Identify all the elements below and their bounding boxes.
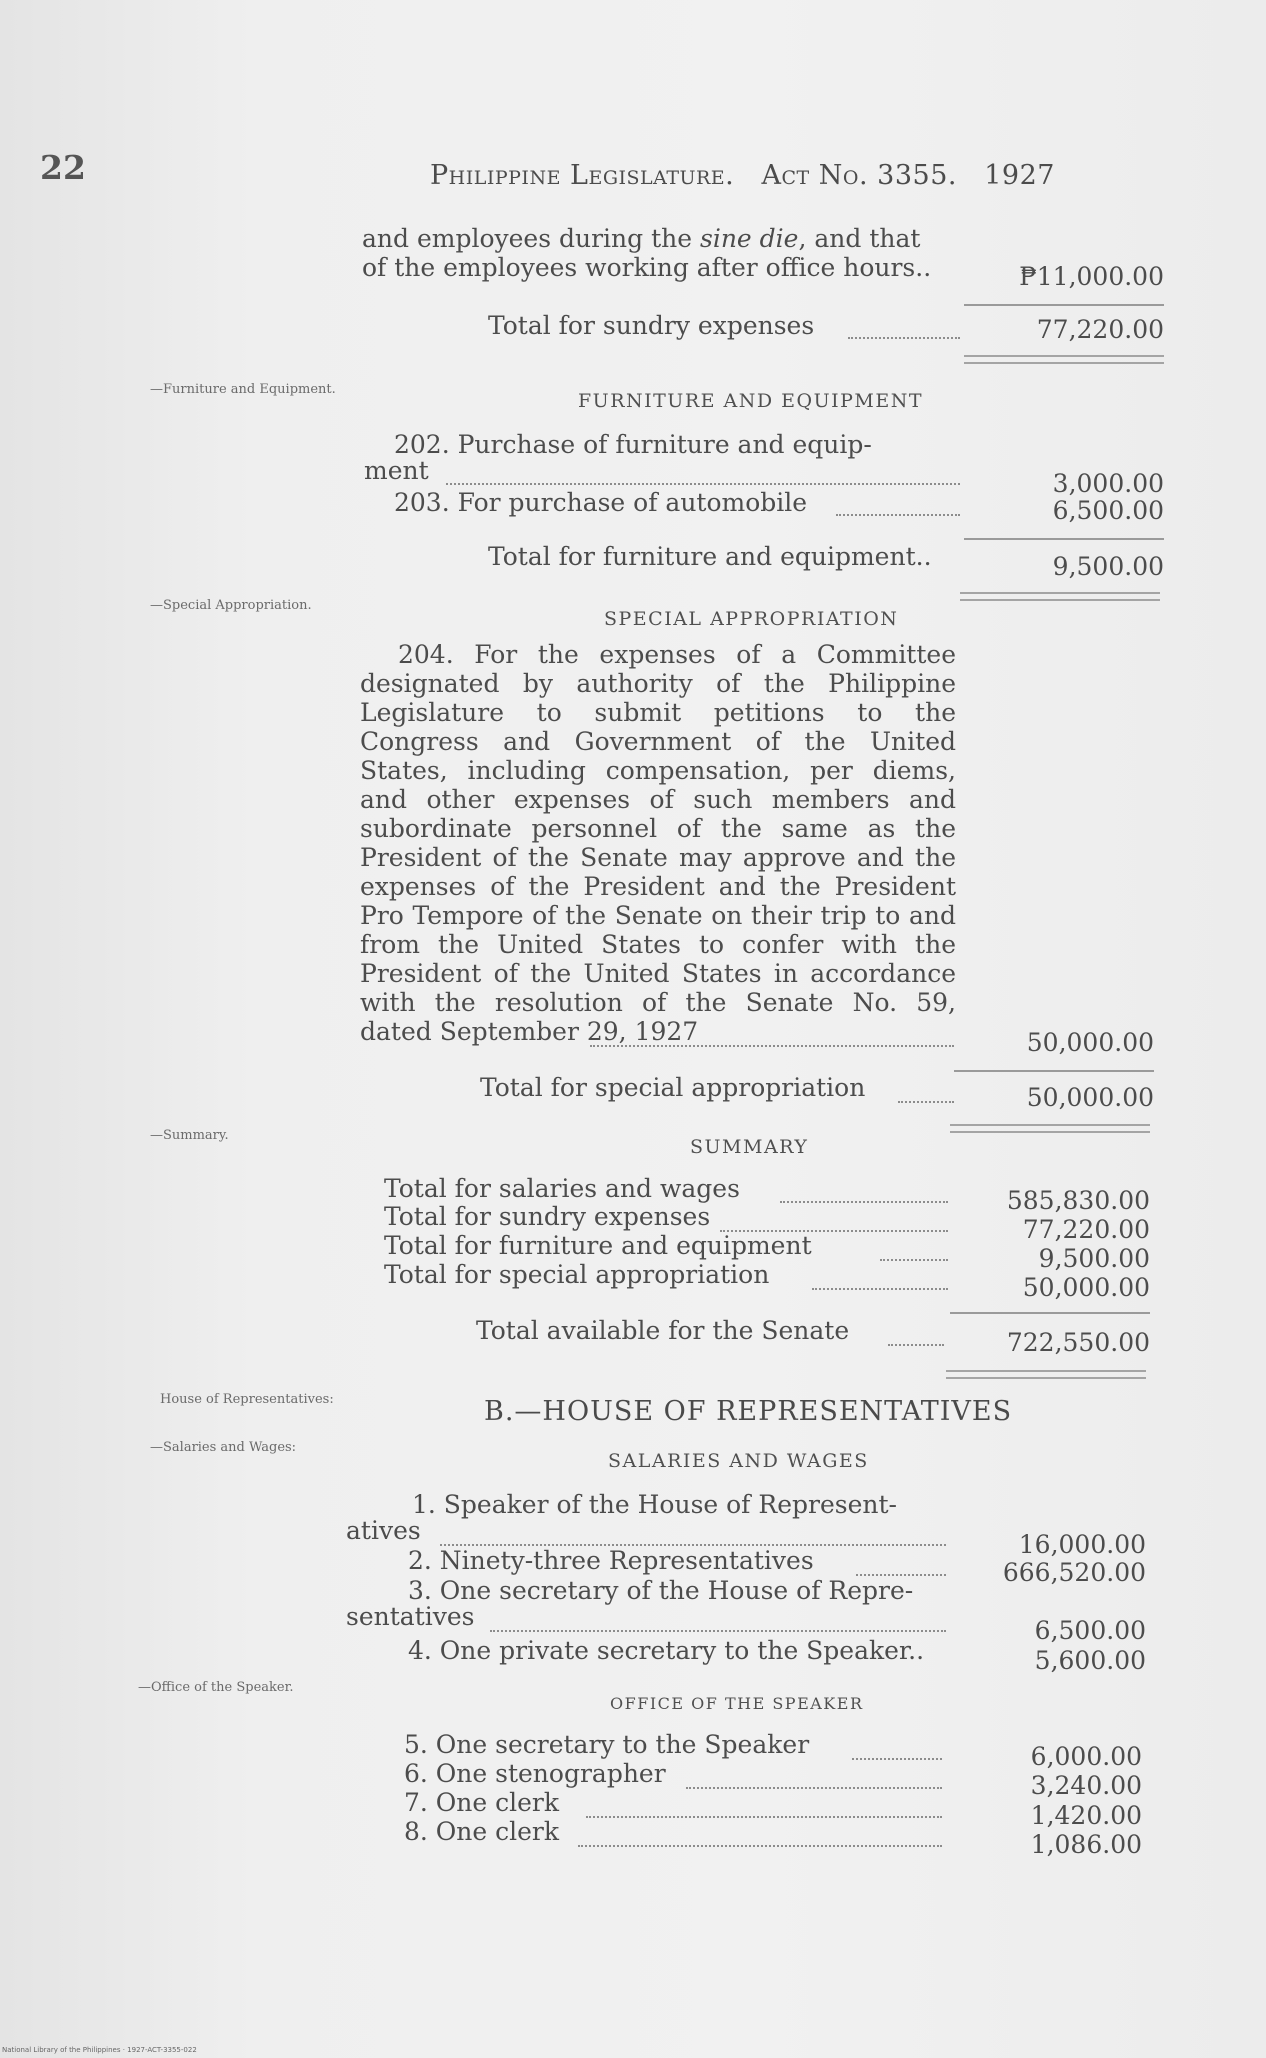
margin-note-furniture: —Furniture and Equipment.	[150, 382, 336, 397]
carryover-line-1: and employees during the sine die, and that	[362, 224, 921, 253]
item-204-amount: 50,000.00	[1026, 1028, 1154, 1057]
sundry-total-amount: 77,220.00	[1036, 315, 1164, 344]
item-1-line-1: 1. Speaker of the House of Represent-	[412, 1490, 897, 1519]
summary-row-label: Total for salaries and wages	[384, 1174, 740, 1203]
summary-row-amount: 77,220.00	[1022, 1215, 1150, 1244]
running-head-act: Act No. 3355.	[761, 160, 957, 191]
leader-dots	[578, 1845, 942, 1847]
margin-note-house: House of Representatives:	[160, 1392, 334, 1407]
running-head-title: Philippine Legislature.	[430, 160, 735, 191]
total-rule	[964, 538, 1164, 540]
leader-dots	[880, 1259, 948, 1261]
leader-dots	[446, 483, 960, 485]
leader-dots	[852, 1758, 942, 1760]
page-number: 22	[40, 148, 86, 187]
furniture-total-amount: 9,500.00	[1052, 552, 1164, 581]
office-item-label: 6. One stenographer	[404, 1759, 666, 1788]
leader-dots	[848, 337, 960, 339]
leader-dots	[686, 1787, 942, 1789]
office-item-label: 8. One clerk	[404, 1817, 560, 1846]
office-item-label: 7. One clerk	[404, 1788, 560, 1817]
special-total-amount: 50,000.00	[1026, 1083, 1154, 1112]
leader-dots	[490, 1630, 946, 1632]
item-204-text: 204. For the expenses of a Committee designated by authority of the Philippine Legislature to submit petitions to the Congress and Government of the United States, including compensation, per diems, and other expenses of such members and subordinate personnel of the same as the President of the Senate may approve and the expenses of the President and the President Pro Tempore of the Senate on their trip to and from the United States to confer with the President of the United States in accordance with the resolution of the Senate No. 59, dated September 29, 1927	[360, 640, 956, 1046]
item-203-label: 203. For purchase of automobile	[394, 488, 808, 517]
item-2-amount: 666,520.00	[1002, 1558, 1146, 1587]
footer-credit: National Library of the Philippines · 1927-ACT-3355-022	[2, 2046, 197, 2054]
item-4-label: 4. One private secretary to the Speaker..	[408, 1636, 925, 1665]
item-3-line-1: 3. One secretary of the House of Repre-	[408, 1576, 914, 1605]
double-rule	[946, 1370, 1146, 1379]
leader-dots	[812, 1288, 948, 1290]
running-head	[430, 160, 1055, 191]
item-4-amount: 5,600.00	[1034, 1646, 1146, 1675]
total-rule	[954, 1070, 1154, 1072]
double-rule	[960, 592, 1160, 601]
margin-note-summary: —Summary.	[150, 1128, 229, 1143]
office-heading: OFFICE OF THE SPEAKER	[610, 1694, 864, 1713]
margin-note-special: —Special Appropriation.	[150, 598, 312, 613]
total-rule	[964, 304, 1164, 306]
item-3-amount: 6,500.00	[1034, 1616, 1146, 1645]
office-item-amount: 6,000.00	[1030, 1742, 1142, 1771]
item-202-amount: 3,000.00	[1052, 469, 1164, 498]
item-2-label: 2. Ninety-three Representatives	[408, 1546, 814, 1575]
leader-dots	[898, 1101, 954, 1103]
item-1-amount: 16,000.00	[1018, 1530, 1146, 1559]
summary-row-label: Total for special appropriation	[384, 1260, 770, 1289]
double-rule	[950, 1124, 1150, 1133]
leader-dots	[590, 1045, 954, 1047]
summary-row-label: Total for sundry expenses	[384, 1202, 711, 1231]
carryover-line-2: of the employees working after office hours..	[362, 253, 932, 282]
running-head-year: 1927	[984, 160, 1055, 191]
margin-note-speaker-office: —Office of the Speaker.	[138, 1680, 294, 1695]
summary-row-amount: 585,830.00	[1006, 1186, 1150, 1215]
double-rule	[964, 355, 1164, 364]
office-item-amount: 3,240.00	[1030, 1771, 1142, 1800]
leader-dots	[780, 1201, 948, 1203]
office-item-amount: 1,420.00	[1030, 1801, 1142, 1830]
senate-total-label: Total available for the Senate	[476, 1316, 850, 1345]
house-heading: B.—HOUSE OF REPRESENTATIVES	[484, 1396, 1013, 1427]
summary-heading: SUMMARY	[690, 1136, 809, 1158]
sundry-total-label: Total for sundry expenses	[488, 311, 815, 340]
item-3-line-2: sentatives	[346, 1602, 475, 1631]
item-203-amount: 6,500.00	[1052, 496, 1164, 525]
office-item-amount: 1,086.00	[1030, 1830, 1142, 1859]
summary-row-label: Total for furniture and equipment	[384, 1231, 812, 1260]
leader-dots	[586, 1816, 942, 1818]
total-rule	[950, 1312, 1150, 1314]
summary-row-amount: 9,500.00	[1038, 1244, 1150, 1273]
special-heading: SPECIAL APPROPRIATION	[604, 608, 899, 630]
furniture-heading: FURNITURE AND EQUIPMENT	[578, 390, 924, 412]
item-202-line-2: ment	[364, 456, 429, 485]
office-item-label: 5. One secretary to the Speaker	[404, 1730, 810, 1759]
carryover-amount: ₱11,000.00	[1019, 262, 1164, 291]
item-1-line-2: atives	[346, 1516, 421, 1545]
summary-row-amount: 50,000.00	[1022, 1273, 1150, 1302]
senate-total-amount: 722,550.00	[1006, 1328, 1150, 1357]
leader-dots	[836, 514, 960, 516]
item-202-line-1: 202. Purchase of furniture and equip-	[394, 430, 872, 459]
special-total-label: Total for special appropriation	[480, 1073, 866, 1102]
salaries-heading: SALARIES AND WAGES	[608, 1450, 869, 1472]
margin-note-salaries: —Salaries and Wages:	[150, 1440, 297, 1455]
furniture-total-label: Total for furniture and equipment..	[488, 542, 932, 571]
leader-dots	[888, 1344, 944, 1346]
